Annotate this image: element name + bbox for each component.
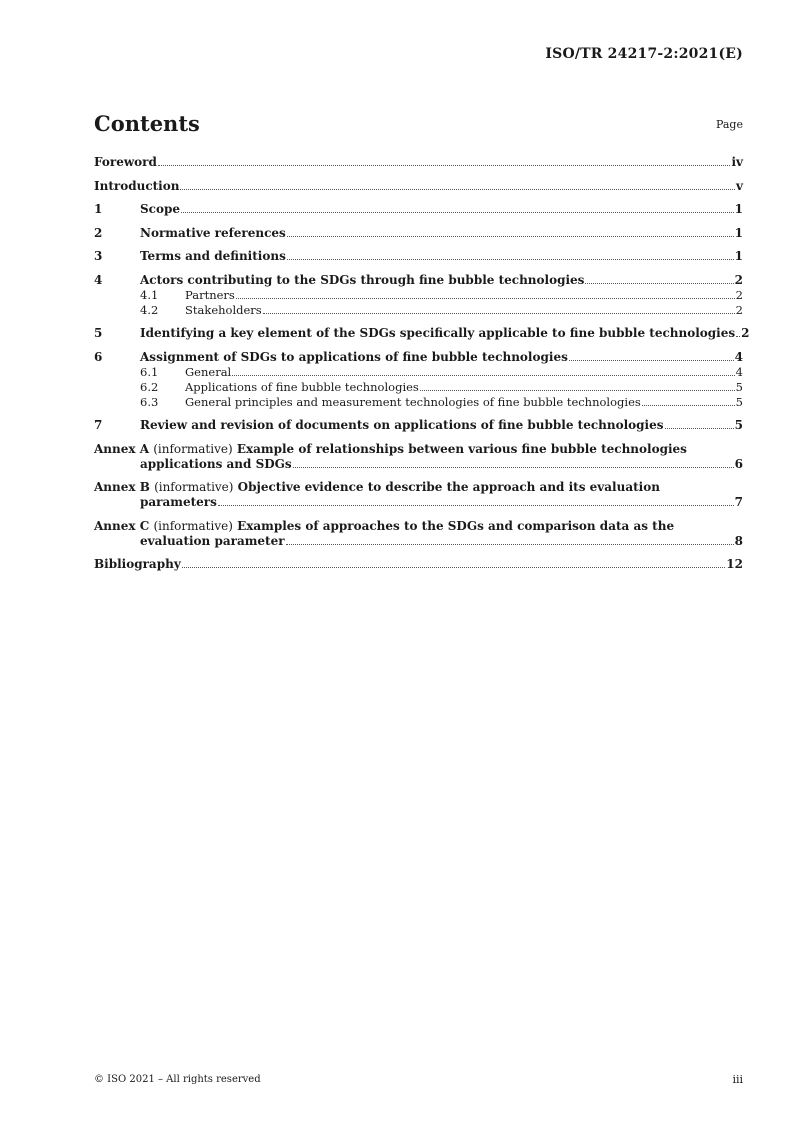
toc-page: 2 <box>741 326 750 340</box>
toc-label: Applications of fine bubble technologies <box>185 379 419 394</box>
toc-page: 5 <box>735 394 743 409</box>
toc-entry-clause-6-3[interactable] <box>94 395 743 410</box>
toc-entry-clause-3[interactable] <box>94 249 743 264</box>
toc-label: Actors contributing to the SDGs through fine bubble technologies <box>140 272 585 287</box>
toc-number: 6 <box>94 349 103 364</box>
toc-label: Introduction <box>94 178 180 193</box>
dot-leader <box>182 567 726 568</box>
dot-leader <box>286 544 734 545</box>
footer-copyright: © ISO 2021 – All rights reserved <box>94 1074 261 1085</box>
toc-entry-clause-4-2[interactable] <box>94 303 743 318</box>
toc-label: Foreword <box>94 155 157 169</box>
toc-entry-clause-4-1[interactable] <box>94 288 743 303</box>
annex-prefix: Annex B <box>94 480 150 494</box>
toc-page: 1 <box>734 202 743 216</box>
table-of-contents <box>94 155 750 572</box>
toc-number: 6.3 <box>140 394 159 409</box>
dot-leader <box>181 212 734 213</box>
annex-title-line2: evaluation parameter <box>140 533 285 548</box>
toc-number: 7 <box>94 418 103 432</box>
toc-entry-clause-7[interactable] <box>94 418 743 433</box>
toc-label: Normative references <box>140 225 286 240</box>
toc-page: v <box>736 178 743 193</box>
toc-label: Review and revision of documents on applications of fine bubble technologies <box>140 418 664 432</box>
toc-entry-annex-c[interactable] <box>94 519 743 549</box>
toc-number: 6.1 <box>140 364 159 379</box>
dot-leader <box>232 375 734 376</box>
annex-prefix: Annex A <box>94 441 150 456</box>
toc-label: Identifying a key element of the SDGs specifically applicable to fine bubble technologies <box>140 326 736 340</box>
toc-page: 2 <box>735 287 743 302</box>
toc-label: Scope <box>140 202 181 216</box>
dot-leader <box>236 298 735 299</box>
annex-tag: (informative) <box>153 518 233 533</box>
dot-leader <box>293 467 734 468</box>
page-column-label: Page <box>715 118 743 131</box>
dot-leader <box>420 390 735 391</box>
annex-title-line2: parameters <box>140 495 217 509</box>
toc-number: 5 <box>94 326 103 340</box>
toc-page: 7 <box>734 495 743 509</box>
annex-title-line1: Objective evidence to describe the approach and its evaluation <box>237 480 660 494</box>
toc-page: 12 <box>726 557 743 571</box>
dot-leader <box>287 259 734 260</box>
toc-page: 6 <box>734 456 743 471</box>
toc-label: General <box>185 364 232 379</box>
toc-label: Terms and definitions <box>140 249 286 263</box>
dot-leader <box>287 236 734 237</box>
toc-page: 4 <box>735 364 743 379</box>
dot-leader <box>263 313 735 314</box>
page-title: Contents <box>94 111 200 136</box>
annex-title-line1: Examples of approaches to the SDGs and comparison data as the <box>237 518 675 533</box>
toc-entry-clause-1[interactable] <box>94 202 743 217</box>
toc-entry-bibliography[interactable] <box>94 557 743 572</box>
dot-leader <box>158 165 731 166</box>
toc-entry-clause-6[interactable] <box>94 350 743 365</box>
toc-label: Assignment of SDGs to applications of fine bubble technologies <box>140 349 568 364</box>
dot-leader <box>585 283 733 284</box>
footer-page-number: iii <box>732 1073 743 1086</box>
annex-title-line1: Example of relationships between various fine bubble technologies <box>236 441 687 456</box>
dot-leader <box>665 428 734 429</box>
toc-entry-annex-b[interactable] <box>94 480 743 510</box>
toc-page: 5 <box>735 379 743 394</box>
dot-leader <box>642 405 735 406</box>
toc-page: 1 <box>734 225 743 240</box>
toc-page: 4 <box>734 349 743 364</box>
toc-entry-introduction[interactable] <box>94 179 743 194</box>
dot-leader <box>736 336 740 337</box>
toc-number: 4.2 <box>140 302 159 317</box>
toc-page: 5 <box>734 418 743 432</box>
toc-page: 8 <box>734 533 743 548</box>
toc-entry-annex-a[interactable] <box>94 442 743 472</box>
annex-tag: (informative) <box>153 441 233 456</box>
toc-page: 2 <box>735 302 743 317</box>
document-id: ISO/TR 24217-2:2021(E) <box>545 46 743 62</box>
toc-number: 3 <box>94 249 103 263</box>
toc-label: Bibliography <box>94 557 181 571</box>
toc-entry-clause-4[interactable] <box>94 273 743 288</box>
toc-number: 4 <box>94 272 103 287</box>
toc-entry-clause-6-1[interactable] <box>94 365 743 380</box>
annex-title-line2: applications and SDGs <box>140 456 292 471</box>
dot-leader <box>218 505 734 506</box>
dot-leader <box>180 189 735 190</box>
toc-number: 2 <box>94 225 103 240</box>
toc-label: Partners <box>185 287 235 302</box>
toc-entry-clause-6-2[interactable] <box>94 380 743 395</box>
toc-label: General principles and measurement technologies of fine bubble technologies <box>185 394 641 409</box>
toc-page: 1 <box>734 249 743 263</box>
toc-number: 4.1 <box>140 287 159 302</box>
dot-leader <box>569 360 734 361</box>
toc-label: Stakeholders <box>185 302 262 317</box>
toc-page: 2 <box>734 272 743 287</box>
annex-tag: (informative) <box>154 480 234 494</box>
toc-entry-foreword[interactable] <box>94 155 743 170</box>
toc-page: iv <box>731 155 743 169</box>
toc-entry-clause-2[interactable] <box>94 226 743 241</box>
toc-number: 6.2 <box>140 379 159 394</box>
toc-number: 1 <box>94 202 103 216</box>
annex-prefix: Annex C <box>94 518 150 533</box>
toc-entry-clause-5[interactable] <box>94 326 750 341</box>
